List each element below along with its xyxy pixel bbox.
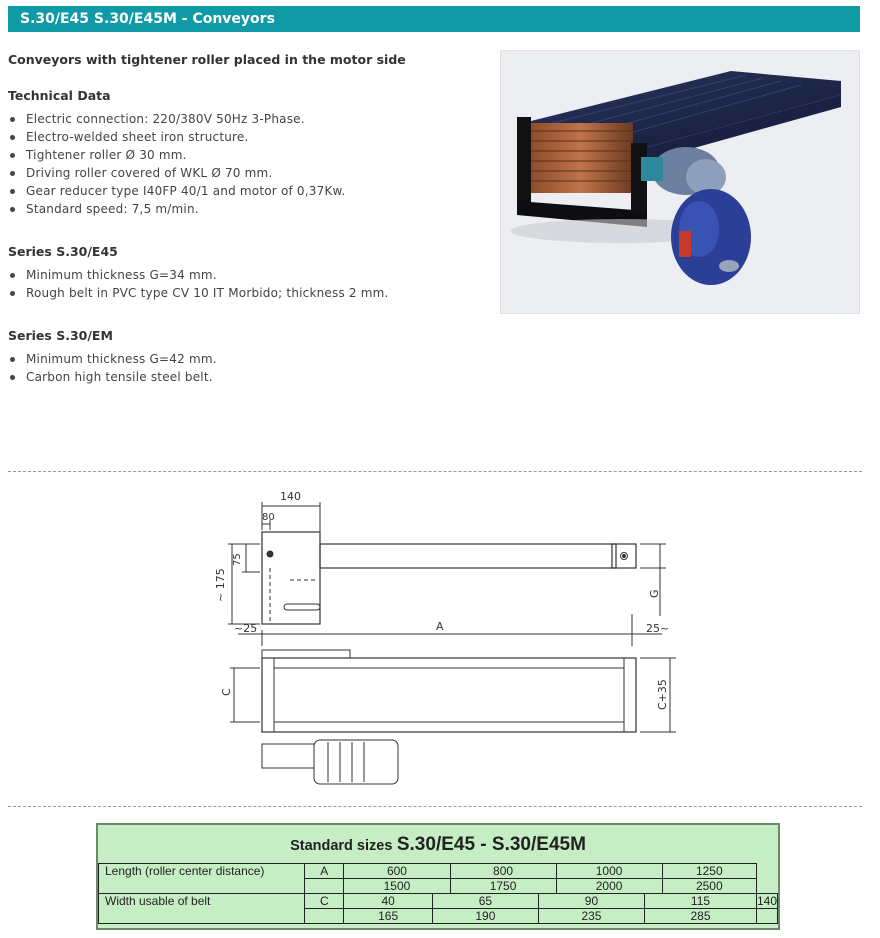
table-title: Standard sizes S.30/E45 - S.30/E45M bbox=[290, 834, 586, 855]
table-cell bbox=[756, 909, 777, 924]
table-cell: 1000 bbox=[556, 864, 662, 879]
length-letter: A bbox=[305, 864, 344, 879]
list-item: Tightener roller Ø 30 mm. bbox=[8, 146, 345, 164]
table-cell: 2000 bbox=[556, 879, 662, 894]
dim-25-right: 25~ bbox=[646, 622, 670, 635]
table-cell: 2500 bbox=[662, 879, 756, 894]
dim-175: ~ 175 bbox=[214, 568, 227, 602]
technical-data-list bbox=[8, 110, 345, 218]
separator bbox=[8, 806, 862, 807]
list-item: Electric connection: 220/380V 50Hz 3-Phase. bbox=[8, 110, 345, 128]
series-em-heading: Series S.30/EM bbox=[8, 328, 113, 343]
table-cell: 140 bbox=[756, 894, 777, 908]
series-em-list bbox=[8, 350, 217, 386]
dim-140: 140 bbox=[280, 490, 301, 503]
table-cell: 235 bbox=[538, 909, 644, 924]
table-cell: 1750 bbox=[450, 879, 556, 894]
dimension-drawing bbox=[200, 484, 690, 794]
dim-25-left: ~25 bbox=[234, 622, 258, 635]
dim-c35: C+35 bbox=[656, 679, 669, 710]
length-label: Length (roller center distance) bbox=[99, 864, 305, 879]
sizes-grid bbox=[98, 863, 778, 924]
list-item: Gear reducer type I40FP 40/1 and motor of 0,37Kw. bbox=[8, 182, 345, 200]
table-cell: 800 bbox=[450, 864, 556, 879]
technical-data-heading: Technical Data bbox=[8, 88, 111, 103]
table-cell: 90 bbox=[538, 894, 644, 909]
table-row bbox=[99, 909, 778, 924]
standard-sizes-table bbox=[96, 823, 780, 930]
conveyor-photo bbox=[500, 50, 860, 314]
dim-75: 75 bbox=[232, 553, 243, 566]
list-item: Rough belt in PVC type CV 10 IT Morbido; thickness 2 mm. bbox=[8, 284, 389, 302]
list-item: Minimum thickness G=34 mm. bbox=[8, 266, 389, 284]
width-letter: C bbox=[305, 894, 344, 909]
separator bbox=[8, 471, 862, 472]
list-item: Minimum thickness G=42 mm. bbox=[8, 350, 217, 368]
table-cell: 190 bbox=[432, 909, 538, 924]
dim-g: G bbox=[648, 589, 661, 598]
table-cell: 600 bbox=[344, 864, 450, 879]
list-item: Electro-welded sheet iron structure. bbox=[8, 128, 345, 146]
list-item: Driving roller covered of WKL Ø 70 mm. bbox=[8, 164, 345, 182]
page-title: S.30/E45 S.30/E45M - Conveyors bbox=[8, 6, 860, 32]
width-label: Width usable of belt bbox=[99, 894, 305, 909]
table-cell: 65 bbox=[432, 894, 538, 909]
table-cell: 115 bbox=[645, 894, 757, 909]
series-e45-list bbox=[8, 266, 389, 302]
table-cell: 285 bbox=[645, 909, 757, 924]
list-item: Carbon high tensile steel belt. bbox=[8, 368, 217, 386]
dim-c: C bbox=[220, 688, 233, 696]
table-cell: 40 bbox=[344, 894, 432, 909]
dim-80: 80 bbox=[262, 512, 275, 523]
table-cell: 1500 bbox=[344, 879, 450, 894]
series-e45-heading: Series S.30/E45 bbox=[8, 244, 118, 259]
table-cell: 165 bbox=[344, 909, 432, 924]
table-row bbox=[99, 879, 778, 894]
subtitle: Conveyors with tightener roller placed in the motor side bbox=[8, 52, 406, 67]
table-row bbox=[99, 894, 778, 909]
list-item: Standard speed: 7,5 m/min. bbox=[8, 200, 345, 218]
dim-a: A bbox=[436, 620, 444, 633]
table-row bbox=[99, 864, 778, 879]
table-cell: 1250 bbox=[662, 864, 756, 879]
